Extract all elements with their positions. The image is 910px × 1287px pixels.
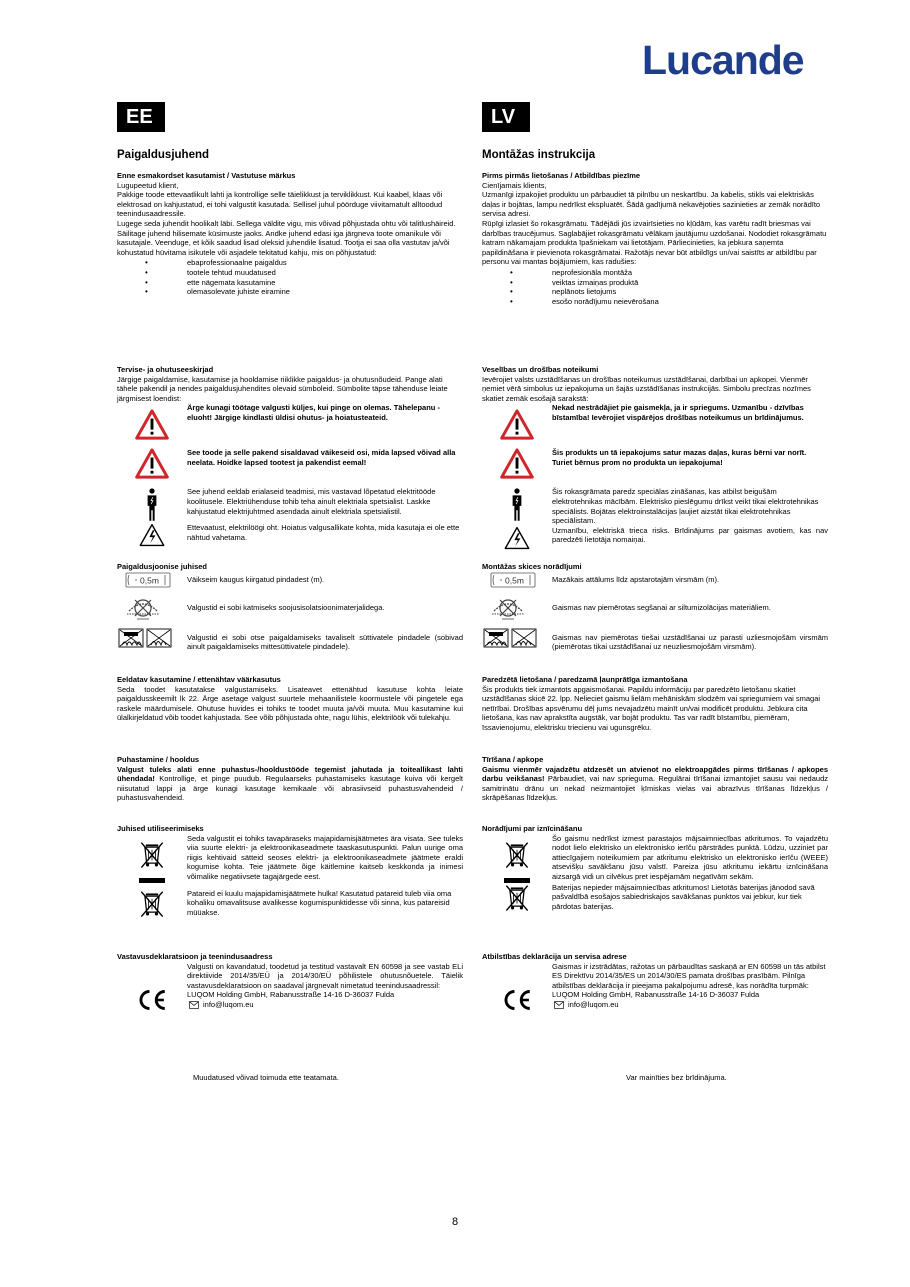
warning-triangle-icon bbox=[500, 448, 534, 479]
cleaning-section-lv bbox=[482, 755, 828, 803]
conformity-heading: Atbilstības deklarācija un servisa adrese bbox=[482, 952, 627, 961]
column-lv bbox=[482, 102, 828, 1009]
cleaning-bold-text: Gaismu vienmēr vajadzētu atdzesēt un atvienot no elektroapgādes pirms tīrīšanas / apkopes darbu veikšanas! bbox=[482, 764, 828, 784]
page-number: 8 bbox=[451, 1216, 459, 1228]
list-item: • neprofesionāla montāža bbox=[482, 268, 828, 278]
sketch-distance-text: Mazākais attālums līdz apstarotajām virsmām (m). bbox=[552, 574, 720, 584]
intro-line: Cienījamais klients, bbox=[482, 180, 547, 190]
disposal-section-ee bbox=[117, 824, 463, 921]
use-heading: Eeldatav kasutamine / ettenähtav väärkasutus bbox=[117, 675, 281, 684]
shock-warning-text: Ettevaatust, elektrilöögi oht. Hoiatus valgusallikate kohta, mida kasutaja ei ole ette nähtud vahetama. bbox=[187, 523, 460, 542]
disposal-weee-text: Šo gaismu nedrīkst izmest parastajos mājsaimniecības atkritumos. To vajadzētu nodot lielo elektrisko un elektronisko ierīču pārstrādes punktā. Lūdzu, uzziniet par attiecīgajiem noteikumiem par atkritumu elektrisko un elektronisko ierīču (WEEE) atsevišķu savākšanu jūsu valstī. Pareiza jūsu atkritumu iekārtu iznīcināšana aizsargā vidi un cilvēkus pret iespējamām negatīvām sekām. bbox=[552, 833, 828, 881]
doc-title-lv: Montāžas instrukcija bbox=[482, 149, 596, 161]
cleaning-text: Kontrollige, et pinge puudub. Regulaarseks puhastamiseks kasutage kuiva või kergelt niisutatud lappi ja ärge kunagi kasutage kemikaale või abrasiivseid puhastusvahendeid / puhastusvahendeid. bbox=[117, 774, 463, 803]
conformity-text: Gaismas ir izstrādātas, ražotas un pārbaudītas saskaņā ar EN 60598 un tās atbilst ES Direktīvu 2014/35/ES un 2014/30/ES pamata drošības prasībām. Pilnīga atbilstības deklarācija ir pieejama pakalpojumu adresē, kas norādīta turpmāk: bbox=[552, 961, 826, 990]
disposal-section-lv bbox=[482, 824, 828, 915]
shock-warning-text: Uzmanību, elektriskā trieca risks. Brīdinājums par gaismas avotiem, kas nav paredzēti lietotāja nomaiņai. bbox=[552, 525, 828, 545]
use-text: Seda toodet kasutatakse valgustamiseks. Lisateavet ettenähtud kasutuse kohta leiate paigaldusskeemilt lk 22. Ärge asetage valgust suurtele mehaanilistele koormustele või pingetele ega raskele määrdumisele. Ohutuse huvides ei tohiks te toodet muuta ja/või muuta. Muu kasutamine kui ülalkirjeldatud võib toodet kahjustada. See võib põhjustada ohte, nagu lühis, elektrilöök või tulekahju. bbox=[117, 684, 463, 723]
intro-section-ee bbox=[117, 171, 463, 297]
use-heading: Paredzētā lietošana / paredzamā ļaunprātīga izmantošana bbox=[482, 675, 688, 684]
electrician-icon bbox=[145, 487, 159, 523]
disposal-battery-text: Patareid ei kuulu majapidamisjäätmete hulka! Kasutatud patareid tuleb viia oma kohaliku omavalitsuse avalikesse kogumispunktidesse või sinna, kus patareisid müüakse. bbox=[187, 888, 452, 917]
ce-mark-icon bbox=[135, 988, 169, 1012]
disposal-battery-text: Baterijas nepieder mājsaimniecības atkritumos! Lietotās baterijas jānodod savā pašvaldībā esošajos sabiedriskajos savākšanas punktos vai jebkur, kur tiek pārdotas baterijas. bbox=[552, 882, 815, 911]
safety-heading: Veselības un drošības noteikumi bbox=[482, 365, 599, 374]
warning-voltage-text: Ärge kunagi töötage valgusti küljes, kui pinge on olemas. Tähelepanu - eluoht! Järgige kindlasti üldisi ohutus- ja hoiatusteateid. bbox=[187, 403, 440, 422]
liability-list bbox=[117, 258, 463, 296]
footer-note-ee: Muudatused võivad toimuda ette teatamata. bbox=[193, 1073, 339, 1082]
sketch-flammable-text: Gaismas nav piemērotas tiešai uzstādīšanai uz parasti uzliesmojošām virsmām (piemērotas tikai uzstādīšanai uz neuzliesmojošām virsmām). bbox=[552, 632, 828, 652]
safety-intro: Järgige paigaldamise, kasutamise ja hooldamise riiklikke paigaldus- ja ohutusnõudeid. Pange alati tähele pakendil ja nendes paigaldusjuhendites olevaid sümboleid. Sümbolite täpse tähenduse leiate järgmisest loendist: bbox=[117, 374, 448, 403]
intro-section-lv bbox=[482, 171, 828, 306]
list-item: • olemasolevate juhiste eiramine bbox=[117, 287, 463, 297]
disposal-heading: Norādījumi par iznīcināšanu bbox=[482, 824, 583, 833]
list-item: • veiktas izmaiņas produktā bbox=[482, 278, 828, 288]
disposal-heading: Juhised utiliseerimiseks bbox=[117, 824, 204, 833]
use-text: Šis produkts tiek izmantots apgaismošanai. Papildu informāciju par paredzēto lietošanu skatiet uzstādīšanas skicē 22. lpp. Nelieciet gaismu lielām mehāniskām slodzēm vai spriegumiem vai smagai netīrībai. Drošības apsvērumu dēļ jums nevajadzētu mainīt un/vai modificēt produktu. Jebkura cita lietošana, kas nav aprakstīta augstāk, var bojāt produktu. Tas var radīt bīstamību, piemēram, īssavienojumu, elektrisku triecienu vai ugunsgrēku. bbox=[482, 684, 821, 732]
conformity-heading: Vastavusdeklaratsioon ja teenindusaadress bbox=[117, 952, 273, 961]
warning-small-parts-text: Šis produkts un tā iepakojums satur mazas daļas, kuras bērni var norīt. Turiet bērnus prom no produkta un iepakojuma! bbox=[552, 448, 807, 467]
doc-title-ee: Paigaldusjuhend bbox=[117, 149, 210, 161]
weee-bar-icon bbox=[139, 878, 165, 883]
warning-triangle-icon bbox=[135, 409, 169, 440]
electrician-icon bbox=[510, 487, 524, 523]
safety-heading: Tervise- ja ohutuseeskirjad bbox=[117, 365, 214, 374]
sketch-distance-text: Väikseim kaugus kiirgatud pindadest (m). bbox=[187, 574, 325, 584]
mail-icon bbox=[189, 1001, 199, 1009]
battery-bin-icon bbox=[503, 883, 531, 915]
sketch-section-lv bbox=[482, 562, 828, 652]
weee-bin-icon bbox=[138, 840, 166, 872]
list-item: • ebaprofessionaalne paigaldus bbox=[117, 258, 463, 268]
email-link[interactable]: info@luqom.eu bbox=[203, 999, 254, 1009]
battery-bin-icon bbox=[138, 889, 166, 921]
sketch-insulation-text: Valgustid ei sobi katmiseks soojusisolatsioonimaterjalidega. bbox=[187, 602, 385, 612]
list-item: • neplānots lietojums bbox=[482, 287, 828, 297]
intro-line: Uzmanīgi izpakojiet produktu un pārbaudiet tā pilnību un neskartību. Ja kabelis, stikls vai elektriskās daļas ir bojātas, lampu nedrīkst ekspluatēt. Šādā gadījumā nekavējoties sazinieties ar zemāk norādīto servisa adresi. bbox=[482, 190, 821, 219]
electric-shock-icon bbox=[139, 523, 165, 547]
company-address: LUQOM Holding GmbH, Rabanusstraße 14-16 D-36037 Fulda bbox=[552, 990, 760, 1000]
flammable-surface-icon bbox=[117, 627, 173, 651]
minimum-distance-icon bbox=[490, 572, 536, 588]
liability-list bbox=[482, 268, 828, 306]
disposal-weee-text: Seda valgustit ei tohiks tavapäraseks majapidamisjäätmetes ära visata. See tuleks viia suurte elektri- ja elektroonikaseadmete taaskasutuspunkti. Palun uurige oma riigis kehtivaid sätteid seoses elektri- ja elektroonikaseadmete jäätmete eraldi kogumise kohta. Teie jäätmete õige käitlemine kaitseb keskkonda ja inimesi võimalike negatiivsete tagajärgede eest. bbox=[187, 833, 463, 881]
column-ee bbox=[117, 102, 463, 1009]
footer-note-lv: Var mainīties bez brīdinājuma. bbox=[626, 1073, 727, 1082]
cleaning-text: Pārbaudiet, vai nav sprieguma. Regulārai tīrīšanai izmantojiet sausu vai nedaudz samitrinātu drānu un nekad neizmantojiet ķīmiskas vielas vai abrazīvus tīrīšanas līdzekļus / skrāpēšanas līdzekļus. bbox=[482, 774, 828, 803]
email-link[interactable]: info@luqom.eu bbox=[568, 999, 619, 1009]
safety-section-ee bbox=[117, 365, 463, 547]
no-insulation-cover-icon bbox=[123, 595, 163, 621]
sketch-insulation-text: Gaismas nav piemērotas segšanai ar siltumizolācijas materiāliem. bbox=[552, 602, 771, 612]
language-badge-lv: LV bbox=[482, 102, 530, 132]
conformity-text: Valgusti on kavandatud, toodetud ja testitud vastavalt EN 60598 ja see vastab ELi direktiivide 2014/35/EÜ ja 2014/30/EÜ põhilistele ohutusnõuetele. Täielik vastavusdeklaratsioon on saadaval järgnevalt nimetatud teenindusaadressil: bbox=[187, 961, 463, 990]
sketch-flammable-text: Valgustid ei sobi otse paigaldamiseks tavaliselt süttivatele pindadele (sobivad ainult paigaldamiseks mittesüttivatele pindadele). bbox=[187, 632, 463, 652]
mail-icon bbox=[554, 1001, 564, 1009]
conformity-section-ee bbox=[117, 952, 463, 1012]
electrician-text: Šis rokasgrāmata paredz speciālas zināšanas, kas atbilst beigušām elektrotehnikas mācībām. Elektrisko pieslēgumu drīkst veikt tikai elektrotehnikas speciālists. Bojātas elektroinstalācijas ļaujiet aizstāt tikai elektrotehnikas speciālistam. bbox=[552, 487, 819, 526]
electric-shock-icon bbox=[504, 526, 530, 550]
language-badge-ee: EE bbox=[117, 102, 165, 132]
intro-line: Lugupeetud klient, bbox=[117, 180, 179, 190]
cleaning-heading: Tīrīšana / apkope bbox=[482, 755, 544, 764]
warning-triangle-icon bbox=[135, 448, 169, 479]
list-item: • ette nägemata kasutamine bbox=[117, 278, 463, 288]
cleaning-bold-text: Valgust tuleks alati enne puhastus-/hooldustööde tegemist jahutada ja toiteallikast lahti ühendada! bbox=[117, 764, 463, 784]
intro-heading: Pirms pirmās lietošanas / Atbildības piezīme bbox=[482, 171, 641, 180]
ce-mark-icon bbox=[500, 988, 534, 1012]
electrician-text: See juhend eeldab erialaseid teadmisi, mis vastavad lõpetatud elektritööde koolitusele. Elektriühenduse tohib teha ainult elektriala spetsialist. Laskke kahjustatud elektrijuhtmed asendada ainult elektriala spetsialistil. bbox=[187, 487, 436, 516]
warning-triangle-icon bbox=[500, 409, 534, 440]
conformity-section-lv bbox=[482, 952, 828, 1012]
weee-bin-icon bbox=[503, 840, 531, 872]
sketch-heading: Montāžas skices norādījumi bbox=[482, 562, 582, 571]
warning-voltage-text: Nekad nestrādājiet pie gaismekļa, ja ir spriegums. Uzmanību - dzīvības bīstamība! Ievērojiet vispārējos drošības noteikumus un brīdinājumus. bbox=[552, 403, 804, 422]
intro-heading: Enne esmakordset kasutamist / Vastutuse märkus bbox=[117, 171, 296, 180]
company-address: LUQOM Holding GmbH, Rabanusstraße 14-16 D-36037 Fulda bbox=[187, 990, 395, 1000]
intro-line: Lugege seda juhendit hoolikalt läbi. Sellega väldite vigu, mis võivad põhjustada ohtu või talitlushäireid. Säilitage juhend hilisemate küsimuste jaoks. Andke juhend edasi iga järgneva toote omanikule või kasutajale. Veenduge, et kõik saadud lisad oleksid juhendile lisatud. Tootja ei saa olla vastutav ja/või kohustatud hüvitama isikutele või asjadele tekitatud kahju, mis on põhjustatud: bbox=[117, 218, 456, 257]
list-item: • tootele tehtud muudatused bbox=[117, 268, 463, 278]
intro-line: Rūpīgi izlasiet šo rokasgrāmatu. Tādējādi jūs izvairīsieties no kļūdām, kas varētu radīt briesmas vai darbības traucējumus. Saglabājiet rokasgrāmatu vēlākam jautājumu uzdošanai. Nododiet rokasgrāmatu katram nākamajam produkta īpašniekam vai lietotājam. Pārliecinieties, ka jebkura saņemta papildināšana ir pievienota rokasgrāmatai. Ražotājs nevar būt atbildīgs un/vai saistīts ar atbildību par personu vai mantas bojājumiem, kas radušies: bbox=[482, 218, 827, 267]
safety-section-lv bbox=[482, 365, 828, 550]
safety-intro: Ievērojiet valsts uzstādīšanas un drošības noteikumus uzstādīšanai, darbībai un apkopei. Vienmēr ņemiet vērā simbolus uz iepakojuma un šajās uzstādīšanas instrukcijās. Simbolu precīzas nozīmes skatiet zemāk esošajā sarakstā: bbox=[482, 374, 811, 403]
sketch-heading: Paigaldusjoonise juhised bbox=[117, 562, 208, 571]
intro-line: Pakkige toode ettevaatlikult lahti ja kontrollige selle täielikkust ja terviklikkust. Kui kaabel, klaas või elektrosad on kahjustatud, ei tohi valgustit kasutada. Sellisel juhul pöörduge viivitamatult alltoodud teenindusaadressile. bbox=[117, 190, 443, 219]
cleaning-section-ee bbox=[117, 755, 463, 803]
cleaning-heading: Puhastamine / hooldus bbox=[117, 755, 200, 764]
brand-logo: Lucande bbox=[642, 37, 804, 83]
no-insulation-cover-icon bbox=[488, 595, 528, 621]
sketch-section-ee bbox=[117, 562, 463, 652]
use-section-ee bbox=[117, 675, 463, 723]
flammable-surface-icon bbox=[482, 627, 538, 651]
warning-small-parts-text: See toode ja selle pakend sisaldavad väikeseid osi, mida lapsed võivad alla neelata. Hoidke lapsed tootest ja pakendist eemal! bbox=[187, 448, 456, 467]
use-section-lv bbox=[482, 675, 828, 733]
list-item: • esošo norādījumu neievērošana bbox=[482, 297, 828, 307]
minimum-distance-icon bbox=[125, 572, 171, 588]
